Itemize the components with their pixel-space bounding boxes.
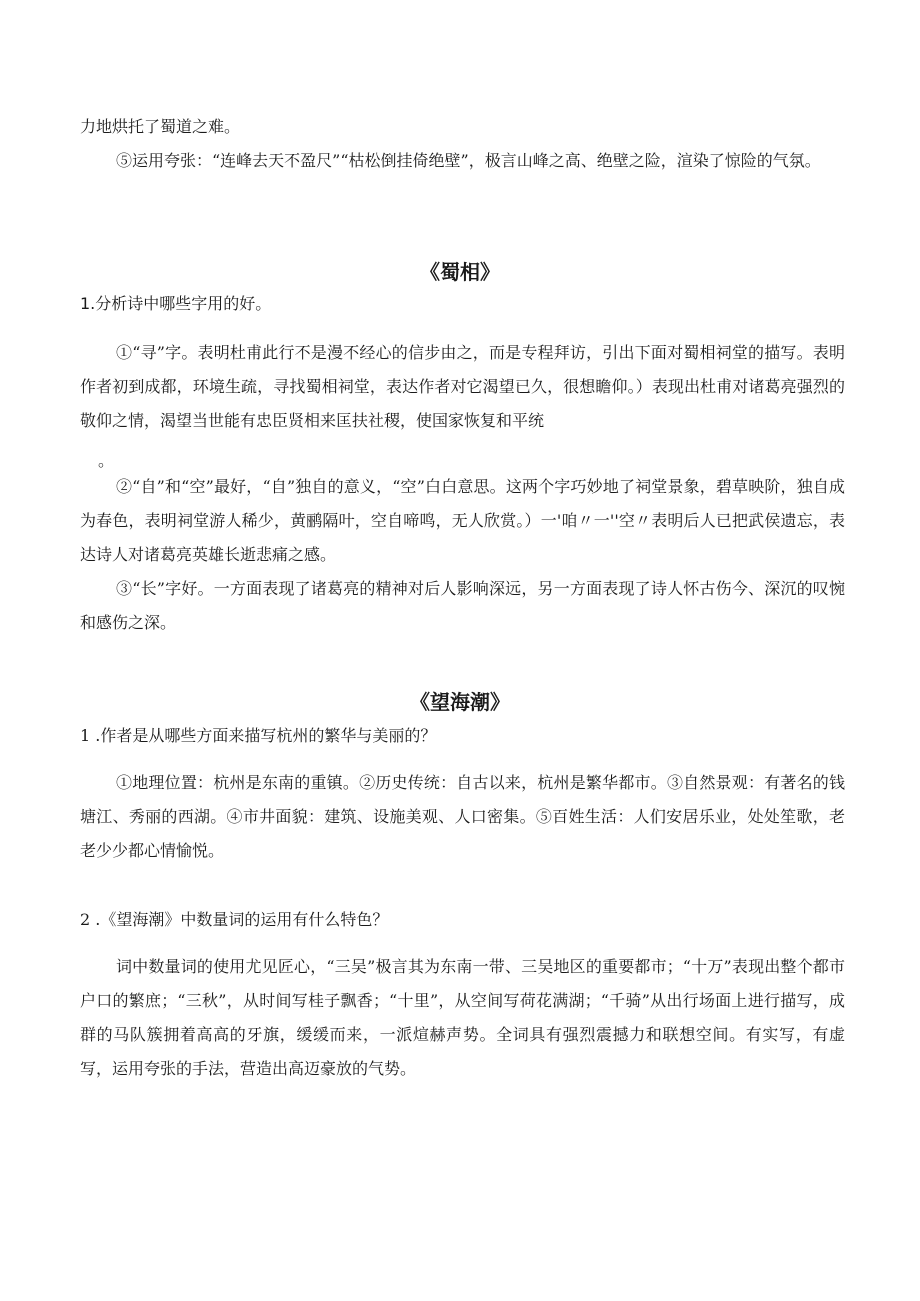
wanghaichao-question-1: 1 .作者是从哪些方面来描写杭州的繁华与美丽的？ (80, 726, 437, 745)
top-paragraph-exaggeration: ⑤运用夸张：“连峰去天不盈尺”“枯松倒挂倚绝壁”，极言山峰之高、绝壁之险，渲染了惊险的气氛。 (116, 151, 821, 170)
shuxiang-answer-3: ③“长”字好。一方面表现了诸葛亮的精神对后人影响深远，另一方面表现了诗人怀古伤今、深沉的叹惋和感伤之深。 (80, 579, 845, 632)
section-title-shuxiang: 《蜀相》 (420, 260, 500, 284)
wanghaichao-answer-2: 词中数量词的使用尤见匠心，“三吴”极言其为东南一带、三吴地区的重要都市；“十万”表现出整个都市户口的繁庶；“三秋”，从时间写桂子飘香；“十里”，从空间写荷花满湖；“千骑”从出行场面上进行描写，成群的马队簇拥着高高的牙旗，缓缓而来，一派煊赫声势。全词具有强烈震撼力和联想空间。有实写，有虚写，运用夸张的手法，营造出高迈豪放的气势。 (80, 957, 845, 1078)
top-paragraph-end: 力地烘托了蜀道之难。 (80, 117, 241, 136)
shuxiang-answer-2: ②“自”和“空”最好，“自”独自的意义，“空”白白意思。这两个字巧妙地了祠堂景象，碧草映阶，独自成为春色，表明祠堂游人稀少，黄鹂隔叶，空自啼鸣，无人欣赏。）一'咱〃一''空〃表明后人已把武侯遗忘，表达诗人对诸葛亮英雄长逝悲痛之感。 (80, 477, 845, 564)
shuxiang-answer-1: ①“寻”字。表明杜甫此行不是漫不经心的信步由之，而是专程拜访，引出下面对蜀相祠堂的描写。表明作者初到成都，环境生疏，寻找蜀相祠堂，表达作者对它渴望已久，很想瞻仰。）表现出杜甫对诸葛亮强烈的敬仰之情，渴望当世能有忠臣贤相来匡扶社稷，使国家恢复和平统 (80, 343, 845, 430)
shuxiang-question-1: 1.分析诗中哪些字用的好。 (80, 294, 272, 313)
wanghaichao-question-2: 2 .《望海潮》中数量词的运用有什么特色？ (80, 910, 389, 929)
section-title-wanghaichao: 《望海潮》 (410, 690, 510, 714)
shuxiang-answer-1-end: 。 (98, 451, 115, 470)
wanghaichao-answer-1: ①地理位置：杭州是东南的重镇。②历史传统：自古以来，杭州是繁华都市。③自然景观：有著名的钱塘江、秀丽的西湖。④市井面貌：建筑、设施美观、人口密集。⑤百姓生活：人们安居乐业，处处笙歌，老老少少都心情愉悦。 (80, 773, 845, 860)
